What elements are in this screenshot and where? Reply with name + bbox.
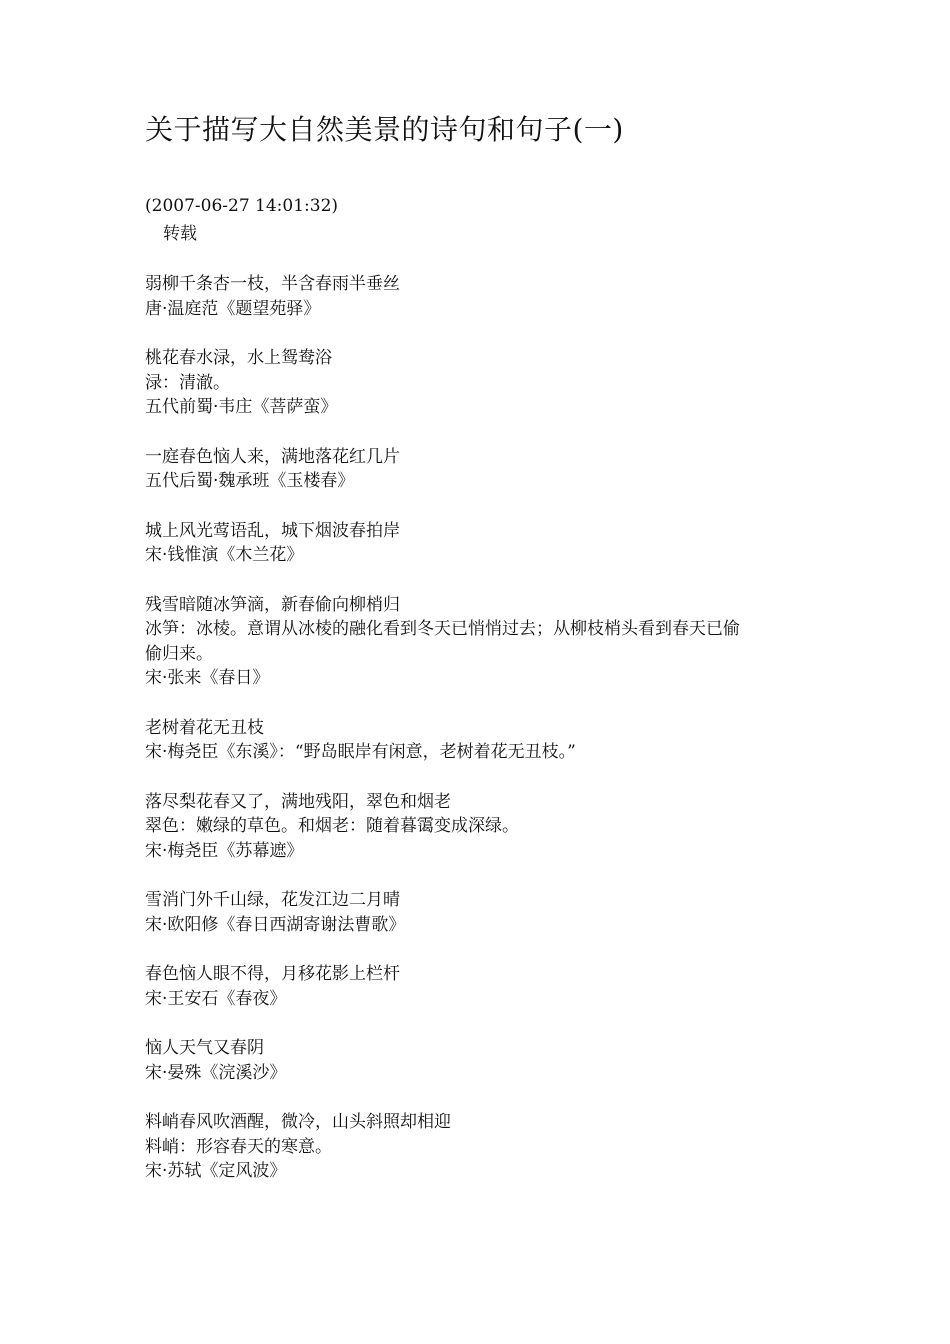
poem-verse: 料峭春风吹酒醒，微冷，山头斜照却相迎 bbox=[145, 1112, 451, 1132]
poem-entry bbox=[145, 1036, 845, 1085]
poem-entry bbox=[145, 1110, 845, 1184]
poem-note: 料峭：形容春天的寒意。 bbox=[145, 1136, 332, 1157]
poem-note: 宋·晏殊《浣溪沙》 bbox=[145, 1062, 287, 1083]
poem-note: 宋·张来《春日》 bbox=[145, 668, 270, 688]
poem-note: 宋·苏轼《定风波》 bbox=[145, 1161, 287, 1181]
poem-note: 唐·温庭范《题望苑驿》 bbox=[145, 298, 321, 319]
poem-verse: 城上风光莺语乱，城下烟波春拍岸 bbox=[145, 520, 400, 541]
poem-verse: 春色恼人眼不得，月移花影上栏杆 bbox=[145, 964, 400, 984]
poem-entry bbox=[145, 716, 845, 765]
post-meta bbox=[145, 192, 845, 248]
poem-entry bbox=[145, 593, 845, 691]
poem-entry bbox=[145, 445, 845, 494]
post-datetime: (2007-06-27 14:01:32) bbox=[145, 196, 339, 216]
poem-note: 渌：清澈。 bbox=[145, 372, 230, 393]
poem-verse: 一庭春色恼人来，满地落花红几片 bbox=[145, 446, 400, 467]
post-tag: 转载 bbox=[163, 224, 197, 244]
poem-note: 宋·梅尧臣《苏幕遮》 bbox=[145, 840, 304, 861]
poem-note: 宋·王安石《春夜》 bbox=[145, 988, 287, 1009]
poem-verse: 落尽梨花春又了，满地残阳，翠色和烟老 bbox=[145, 791, 451, 812]
poem-entry bbox=[145, 962, 845, 1011]
poem-verse: 恼人天气又春阴 bbox=[145, 1038, 264, 1058]
poem-verse: 雪消门外千山绿，花发江边二月晴 bbox=[145, 890, 400, 910]
poem-entry bbox=[145, 272, 845, 321]
poem-note: 偷归来。 bbox=[145, 643, 213, 664]
poem-list bbox=[145, 272, 845, 1184]
poem-verse: 弱柳千条杏一枝，半含春雨半垂丝 bbox=[145, 274, 400, 294]
poem-note: 宋·欧阳修《春日西湖寄谢法曹歌》 bbox=[145, 914, 406, 935]
poem-entry bbox=[145, 888, 845, 937]
poem-note: 宋·梅尧臣《东溪》：“野岛眠岸有闲意，老树着花无丑枝。” bbox=[145, 742, 576, 762]
poem-note: 五代前蜀·韦庄《菩萨蛮》 bbox=[145, 397, 338, 417]
poem-verse: 老树着花无丑枝 bbox=[145, 717, 264, 738]
poem-note: 翠色：嫩绿的草色。和烟老：随着暮霭变成深绿。 bbox=[145, 816, 519, 836]
page-title: 关于描写大自然美景的诗句和句子(一) bbox=[145, 113, 624, 146]
poem-entry bbox=[145, 790, 845, 864]
document-page bbox=[145, 110, 845, 1209]
poem-verse: 残雪暗随冰笋滴，新春偷向柳梢归 bbox=[145, 594, 400, 615]
poem-entry bbox=[145, 346, 845, 420]
poem-note: 五代后蜀·魏承班《玉楼春》 bbox=[145, 471, 355, 491]
poem-entry bbox=[145, 519, 845, 568]
poem-note: 宋·钱惟演《木兰花》 bbox=[145, 545, 304, 565]
poem-verse: 桃花春水渌，水上鸳鸯浴 bbox=[145, 348, 332, 368]
poem-note: 冰笋：冰棱。意谓从冰棱的融化看到冬天已悄悄过去；从柳枝梢头看到春天已偷 bbox=[145, 619, 740, 639]
